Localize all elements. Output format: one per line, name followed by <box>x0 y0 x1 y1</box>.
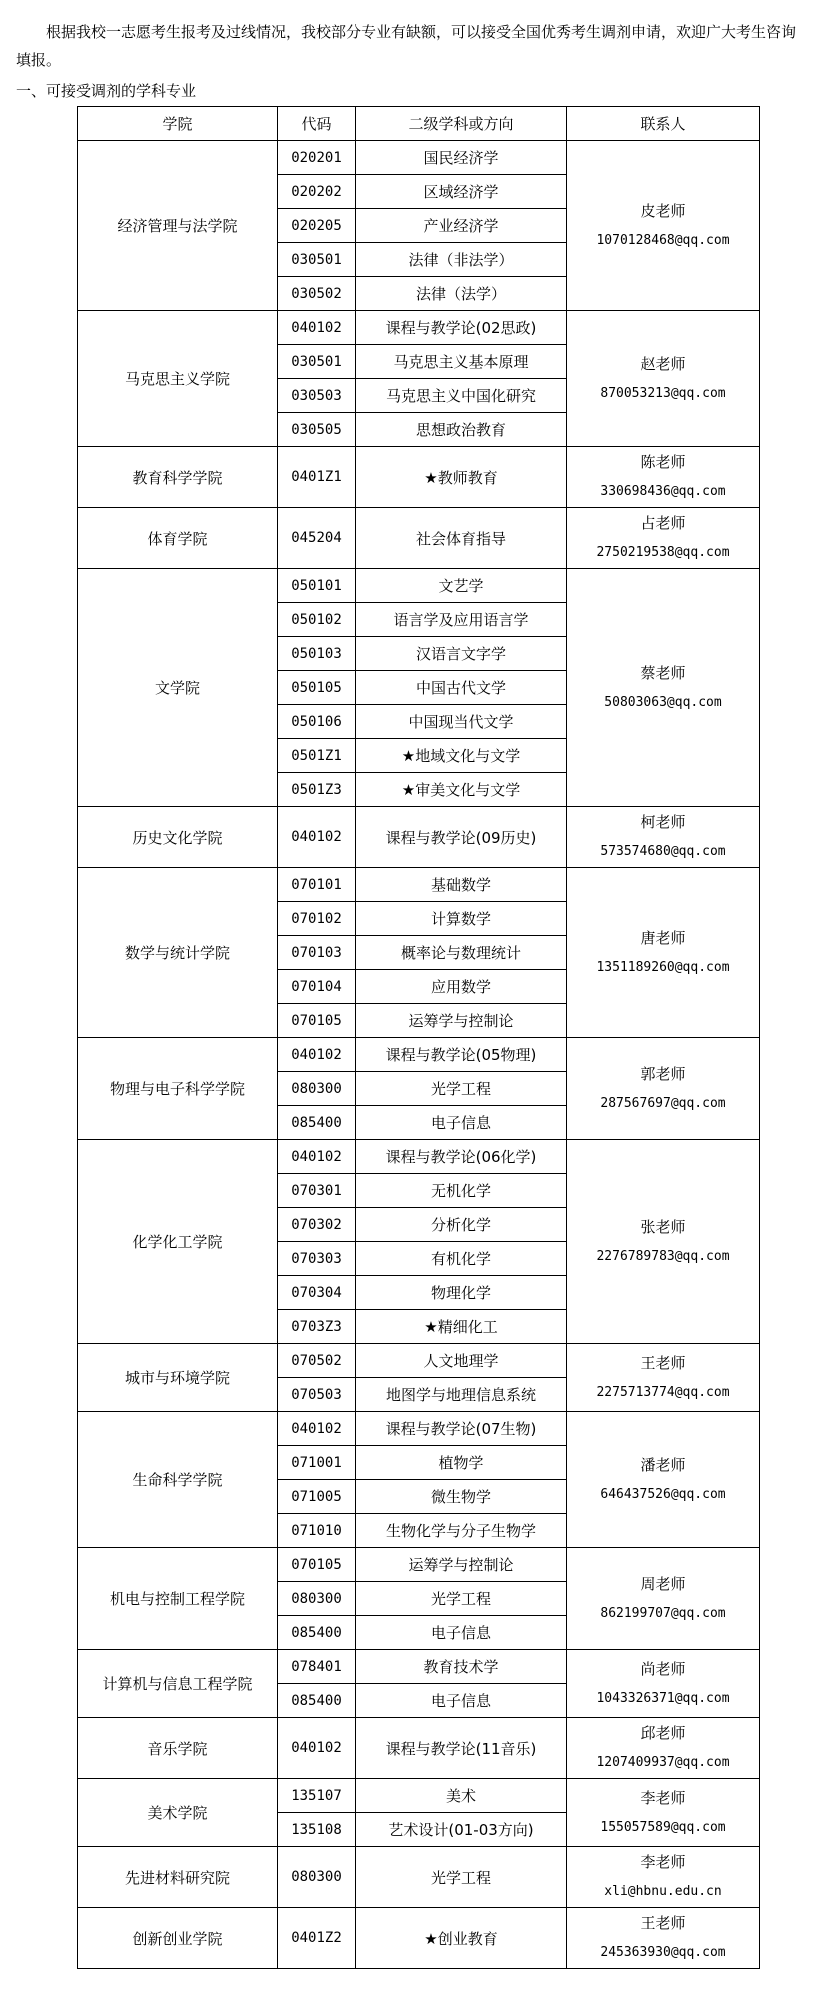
college-name: 马克思主义学院 <box>78 311 278 447</box>
subject-name: 产业经济学 <box>356 209 567 243</box>
table-row <box>78 1779 760 1813</box>
subject-name: 法律（非法学） <box>356 243 567 277</box>
subject-code: 040102 <box>278 311 356 345</box>
contact-email: 2275713774@qq.com <box>596 1384 730 1400</box>
subject-name: 运筹学与控制论 <box>356 1004 567 1038</box>
table-row <box>78 1140 760 1174</box>
subject-code: 050103 <box>278 637 356 671</box>
subject-name: 计算数学 <box>356 902 567 936</box>
subject-code: 071005 <box>278 1480 356 1514</box>
contact-name: 王老师 <box>640 1914 686 1932</box>
subject-code: 0401Z1 <box>278 447 356 508</box>
subject-code: 030505 <box>278 413 356 447</box>
contact-cell <box>567 1344 760 1412</box>
contact-cell <box>567 1779 760 1847</box>
subject-name: 课程与教学论(09历史) <box>356 807 567 868</box>
subject-name: ★教师教育 <box>356 447 567 508</box>
subject-name: 区域经济学 <box>356 175 567 209</box>
subject-name: 汉语言文字学 <box>356 637 567 671</box>
subject-name: 课程与教学论(07生物) <box>356 1412 567 1446</box>
subject-name: 法律（法学） <box>356 277 567 311</box>
contact-email: 287567697@qq.com <box>600 1095 726 1111</box>
contact-email: xli@hbnu.edu.cn <box>604 1884 722 1899</box>
subject-code: 020201 <box>278 141 356 175</box>
contact-cell <box>567 868 760 1038</box>
contact-cell <box>567 1038 760 1140</box>
subject-name: 国民经济学 <box>356 141 567 175</box>
college-name: 教育科学学院 <box>78 447 278 508</box>
subject-code: 070103 <box>278 936 356 970</box>
contact-email: 1070128468@qq.com <box>596 232 730 248</box>
subject-name: 分析化学 <box>356 1208 567 1242</box>
subject-code: 070304 <box>278 1276 356 1310</box>
table-body <box>78 141 760 1969</box>
subject-code: 071001 <box>278 1446 356 1480</box>
college-name: 化学化工学院 <box>78 1140 278 1344</box>
contact-name: 赵老师 <box>640 354 686 373</box>
college-name: 体育学院 <box>78 508 278 569</box>
contact-name: 李老师 <box>640 1853 686 1871</box>
header-subject: 二级学科或方向 <box>356 107 567 141</box>
subject-name: 课程与教学论(05物理) <box>356 1038 567 1072</box>
subject-name: 社会体育指导 <box>356 508 567 569</box>
subject-name: ★精细化工 <box>356 1310 567 1344</box>
subject-code: 070302 <box>278 1208 356 1242</box>
table-row <box>78 868 760 902</box>
subject-code: 050105 <box>278 671 356 705</box>
contact-name: 蔡老师 <box>640 663 686 682</box>
subject-name: 思想政治教育 <box>356 413 567 447</box>
contact-name: 李老师 <box>640 1788 686 1807</box>
subject-code: 040102 <box>278 1718 356 1779</box>
subject-name: 马克思主义基本原理 <box>356 345 567 379</box>
subject-name: 光学工程 <box>356 1582 567 1616</box>
subject-name: 电子信息 <box>356 1616 567 1650</box>
subject-code: 050102 <box>278 603 356 637</box>
table-row <box>78 569 760 603</box>
subject-code: 080300 <box>278 1582 356 1616</box>
subject-code: 080300 <box>278 1847 356 1908</box>
subject-code: 070502 <box>278 1344 356 1378</box>
subject-code: 070105 <box>278 1004 356 1038</box>
subject-code: 030501 <box>278 243 356 277</box>
subject-code: 080300 <box>278 1072 356 1106</box>
subject-name: ★审美文化与文学 <box>356 773 567 807</box>
contact-email: 245363930@qq.com <box>600 1945 726 1960</box>
contact-cell <box>567 1140 760 1344</box>
contact-email: 50803063@qq.com <box>604 694 722 710</box>
contact-cell <box>567 311 760 447</box>
college-name: 计算机与信息工程学院 <box>78 1650 278 1718</box>
subject-code: 070301 <box>278 1174 356 1208</box>
subject-code: 070303 <box>278 1242 356 1276</box>
contact-cell <box>567 141 760 311</box>
college-name: 城市与环境学院 <box>78 1344 278 1412</box>
subject-code: 020202 <box>278 175 356 209</box>
contact-cell <box>567 569 760 807</box>
header-code: 代码 <box>278 107 356 141</box>
contact-email: 646437526@qq.com <box>600 1486 726 1502</box>
contact-name: 尚老师 <box>640 1659 686 1678</box>
college-name: 先进材料研究院 <box>78 1847 278 1908</box>
contact-name: 郭老师 <box>640 1064 686 1083</box>
subject-name: 基础数学 <box>356 868 567 902</box>
contact-email: 2276789783@qq.com <box>596 1248 730 1264</box>
table-row <box>78 1908 760 1969</box>
subject-code: 135108 <box>278 1813 356 1847</box>
subject-name: 文艺学 <box>356 569 567 603</box>
subject-code: 045204 <box>278 508 356 569</box>
contact-name: 潘老师 <box>640 1455 686 1474</box>
contact-cell <box>567 1718 760 1779</box>
contact-cell <box>567 1548 760 1650</box>
contact-name: 唐老师 <box>640 928 686 947</box>
table-row <box>78 447 760 508</box>
contact-cell <box>567 1650 760 1718</box>
subject-name: 课程与教学论(02思政) <box>356 311 567 345</box>
subject-name: 美术 <box>356 1779 567 1813</box>
subject-code: 040102 <box>278 1038 356 1072</box>
subject-name: 艺术设计(01-03方向) <box>356 1813 567 1847</box>
subject-name: 中国古代文学 <box>356 671 567 705</box>
subject-code: 070503 <box>278 1378 356 1412</box>
header-college: 学院 <box>78 107 278 141</box>
subject-name: 运筹学与控制论 <box>356 1548 567 1582</box>
subject-code: 070104 <box>278 970 356 1004</box>
contact-email: 1351189260@qq.com <box>596 959 730 975</box>
subject-code: 070101 <box>278 868 356 902</box>
subject-name: 人文地理学 <box>356 1344 567 1378</box>
subject-name: 马克思主义中国化研究 <box>356 379 567 413</box>
contact-cell <box>567 1847 760 1908</box>
table-row <box>78 1650 760 1684</box>
subject-code: 078401 <box>278 1650 356 1684</box>
subject-name: 语言学及应用语言学 <box>356 603 567 637</box>
table-row <box>78 1412 760 1446</box>
contact-email: 870053213@qq.com <box>600 385 726 401</box>
college-name: 美术学院 <box>78 1779 278 1847</box>
college-name: 历史文化学院 <box>78 807 278 868</box>
contact-cell <box>567 508 760 569</box>
subject-name: 地图学与地理信息系统 <box>356 1378 567 1412</box>
subject-name: 电子信息 <box>356 1106 567 1140</box>
subject-name: 中国现当代文学 <box>356 705 567 739</box>
intro-paragraph: 根据我校一志愿考生报考及过线情况，我校部分专业有缺额，可以接受全国优秀考生调剂申请，欢迎广大考生咨询填报。 <box>16 23 797 69</box>
subject-name: 课程与教学论(06化学) <box>356 1140 567 1174</box>
table-row <box>78 1038 760 1072</box>
table-row <box>78 508 760 569</box>
table-header-row <box>78 107 760 141</box>
subject-code: 0501Z1 <box>278 739 356 773</box>
subject-code: 020205 <box>278 209 356 243</box>
college-name: 文学院 <box>78 569 278 807</box>
contact-email: 1043326371@qq.com <box>596 1690 730 1706</box>
contact-cell <box>567 447 760 508</box>
majors-table <box>77 106 760 1969</box>
table-row <box>78 1548 760 1582</box>
contact-email: 330698436@qq.com <box>600 484 726 499</box>
table-row <box>78 141 760 175</box>
contact-cell <box>567 1908 760 1969</box>
table-row <box>78 807 760 868</box>
subject-code: 070105 <box>278 1548 356 1582</box>
college-name: 物理与电子科学学院 <box>78 1038 278 1140</box>
contact-email: 862199707@qq.com <box>600 1605 726 1621</box>
subject-name: 电子信息 <box>356 1684 567 1718</box>
contact-name: 张老师 <box>640 1217 686 1236</box>
subject-code: 085400 <box>278 1616 356 1650</box>
subject-name: 植物学 <box>356 1446 567 1480</box>
subject-code: 040102 <box>278 807 356 868</box>
college-name: 音乐学院 <box>78 1718 278 1779</box>
contact-email: 2750219538@qq.com <box>596 545 730 560</box>
contact-email: 1207409937@qq.com <box>596 1755 730 1770</box>
table-row <box>78 1718 760 1779</box>
subject-name: 无机化学 <box>356 1174 567 1208</box>
subject-name: 光学工程 <box>356 1072 567 1106</box>
subject-code: 135107 <box>278 1779 356 1813</box>
contact-email: 573574680@qq.com <box>600 844 726 859</box>
contact-name: 周老师 <box>640 1574 686 1593</box>
subject-code: 0401Z2 <box>278 1908 356 1969</box>
contact-name: 王老师 <box>640 1353 686 1372</box>
table-row <box>78 311 760 345</box>
subject-code: 085400 <box>278 1684 356 1718</box>
subject-name: 有机化学 <box>356 1242 567 1276</box>
table-row <box>78 1847 760 1908</box>
subject-code: 040102 <box>278 1412 356 1446</box>
subject-name: 光学工程 <box>356 1847 567 1908</box>
college-name: 经济管理与法学院 <box>78 141 278 311</box>
subject-name: 物理化学 <box>356 1276 567 1310</box>
contact-name: 陈老师 <box>640 453 686 471</box>
subject-code: 040102 <box>278 1140 356 1174</box>
contact-name: 邱老师 <box>640 1724 686 1742</box>
subject-code: 070102 <box>278 902 356 936</box>
subject-name: 教育技术学 <box>356 1650 567 1684</box>
contact-cell <box>567 1412 760 1548</box>
subject-code: 050101 <box>278 569 356 603</box>
subject-name: 微生物学 <box>356 1480 567 1514</box>
subject-code: 030502 <box>278 277 356 311</box>
college-name: 创新创业学院 <box>78 1908 278 1969</box>
subject-name: 课程与教学论(11音乐) <box>356 1718 567 1779</box>
contact-name: 皮老师 <box>640 201 686 220</box>
subject-code: 071010 <box>278 1514 356 1548</box>
subject-name: 概率论与数理统计 <box>356 936 567 970</box>
contact-name: 占老师 <box>640 514 686 532</box>
section-heading: 一、可接受调剂的学科专业 <box>16 82 197 100</box>
subject-name: 生物化学与分子生物学 <box>356 1514 567 1548</box>
contact-email: 155057589@qq.com <box>600 1819 726 1835</box>
subject-code: 085400 <box>278 1106 356 1140</box>
subject-name: ★地域文化与文学 <box>356 739 567 773</box>
college-name: 生命科学学院 <box>78 1412 278 1548</box>
college-name: 机电与控制工程学院 <box>78 1548 278 1650</box>
subject-code: 030503 <box>278 379 356 413</box>
college-name: 数学与统计学院 <box>78 868 278 1038</box>
header-contact: 联系人 <box>567 107 760 141</box>
subject-name: ★创业教育 <box>356 1908 567 1969</box>
subject-code: 0703Z3 <box>278 1310 356 1344</box>
contact-name: 柯老师 <box>640 813 686 831</box>
subject-code: 050106 <box>278 705 356 739</box>
contact-cell <box>567 807 760 868</box>
subject-code: 030501 <box>278 345 356 379</box>
subject-code: 0501Z3 <box>278 773 356 807</box>
subject-name: 应用数学 <box>356 970 567 1004</box>
table-row <box>78 1344 760 1378</box>
